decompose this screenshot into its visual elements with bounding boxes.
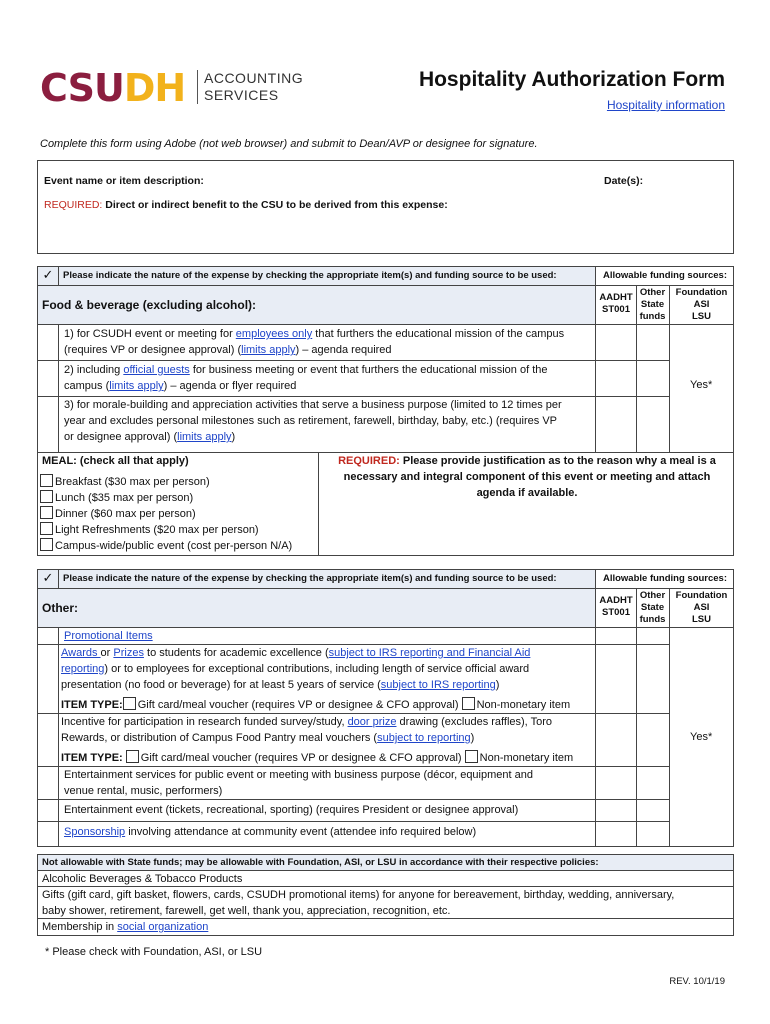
social-organization-link[interactable]: social organization [117,921,209,933]
other-title: Other: [42,601,78,615]
meal-justification-label: REQUIRED: Please provide justification as to the reason why a meal is a necessary and integral component of this event or meeting and attach agenda if available. [338,455,716,499]
hospitality-info-link[interactable]: Hospitality information [606,98,725,112]
food-beverage-title: Food & beverage (excluding alcohol): [42,298,257,312]
checkbox[interactable] [126,750,139,763]
instruction-text: Please indicate the nature of the expense by checking the appropriate item(s) and funding source to be used: [63,270,557,281]
sponsorship-item: Sponsorship involving attendance at community event (attendee info required below) [64,826,477,838]
checkbox[interactable] [462,697,475,710]
footnote: * Please check with Foundation, ASI, or LSU [45,946,263,958]
check-icon: ✓ [42,570,54,585]
subject-to-reporting-link[interactable]: subject to reporting [377,732,471,744]
incentive-item-type: ITEM TYPE: Gift card/meal voucher (requires VP or designee & CFO approval) Non-monetary item [61,752,574,764]
fund-aadht[interactable]: AADHT ST001 [599,595,633,618]
allowable-funding-label: Allowable funding sources: [602,573,728,584]
event-box [37,160,734,254]
yes-label: Yes* [690,379,713,391]
checkbox[interactable] [40,490,53,503]
form-title: Hospitality Authorization Form [418,68,725,91]
meal-option-breakfast[interactable]: Breakfast ($30 max per person) [40,474,292,490]
limits-apply-link[interactable]: limits apply [109,380,164,392]
fund-aadht[interactable]: AADHT ST001 [599,292,633,315]
irs-reporting-link[interactable]: reporting [61,663,105,675]
food-item-2: 2) including official guests for business meeting or event that furthers the educational mission of the campus (limits apply) – agenda or flyer required [64,364,548,392]
yes-label: Yes* [690,731,713,743]
food-item-3: 3) for morale-building and appreciation activities that serve a business purpose (limited to 12 times per year and excludes personal milestones such as retirement, farewell, birthday, baby, etc.) (requires VP or designee approval) (limits apply) [64,399,562,443]
meal-option-lunch[interactable]: Lunch ($35 max per person) [40,490,292,506]
logo-subtitle: ACCOUNTING SERVICES [204,70,304,103]
awards-link[interactable]: Awards [61,647,101,659]
door-prize-link[interactable]: door prize [347,716,397,728]
membership-item: Membership in social organization [42,921,209,933]
checkbox[interactable] [40,474,53,487]
fund-foundation[interactable]: Foundation ASI LSU [675,590,728,625]
checkbox[interactable] [465,750,478,763]
checkbox[interactable] [123,697,136,710]
allowable-funding-label: Allowable funding sources: [602,270,728,281]
official-guests-link[interactable]: official guests [123,364,190,376]
entertainment-event-item: Entertainment event (tickets, recreational, sporting) (requires President or designee approval) [64,804,519,816]
event-name-label: Event name or item description: [44,175,204,187]
checkbox[interactable] [40,538,53,551]
meal-option-campus-wide[interactable]: Campus-wide/public event (cost per-person N/A) [40,538,292,554]
incentive-item: Incentive for participation in research funded survey/study, door prize drawing (excludes raffles), Toro Rewards, or distribution of Campus Food Pantry meal vouchers (subject to reporting) [61,716,552,744]
food-item-1: 1) for CSUDH event or meeting for employees only that furthers the educational mission of the campus (requires VP or designee approval) (limits apply) – agenda required [64,328,565,356]
checkbox[interactable] [40,506,53,519]
revision-date: REV. 10/1/19 [669,976,725,987]
benefit-label: REQUIRED: Direct or indirect benefit to the CSU to be derived from this expense: [44,199,448,211]
limits-apply-link[interactable]: limits apply [241,344,296,356]
logo-divider [197,70,198,104]
irs-reporting-link[interactable]: subject to IRS reporting [380,679,496,691]
fund-other-state[interactable]: Other State funds [639,287,666,322]
meal-option-refreshments[interactable]: Light Refreshments ($20 max per person) [40,522,292,538]
promotional-items-link[interactable]: Promotional Items [64,630,153,642]
sponsorship-link[interactable]: Sponsorship [64,826,126,838]
meal-title: MEAL: (check all that apply) [42,455,189,467]
awards-item: Awards or Prizes to students for academic excellence (subject to IRS reporting and Financial Aid reporting) or to employees for exceptional contributions, including length of service official award presentation (no food or beverage) for at least 5 years of service (subject to IRS reporting) [61,647,531,691]
limits-apply-link[interactable]: limits apply [177,431,232,443]
intro-instructions: Complete this form using Adobe (not web browser) and submit to Dean/AVP or designee for signature. [40,138,538,150]
irs-reporting-link[interactable]: subject to IRS reporting and Financial Aid [328,647,531,659]
instruction-text: Please indicate the nature of the expense by checking the appropriate item(s) and funding source to be used: [63,573,557,584]
checkbox[interactable] [40,522,53,535]
fund-other-state[interactable]: Other State funds [639,590,666,625]
dates-label: Date(s): [604,175,644,187]
meal-options [40,474,292,554]
awards-item-type: ITEM TYPE: Gift card/meal voucher (requires VP or designee & CFO approval) Non-monetary item [61,699,571,711]
prizes-link[interactable]: Prizes [113,647,144,659]
fund-foundation[interactable]: Foundation ASI LSU [675,287,728,322]
meal-option-dinner[interactable]: Dinner ($60 max per person) [40,506,292,522]
alcohol-item: Alcoholic Beverages & Tobacco Products [42,873,243,885]
csudh-logo: CSUDH [40,66,186,110]
gifts-item: Gifts (gift card, gift basket, flowers, cards, CSUDH promotional items) for anyone for bereavement, birthday, wedding, anniversary, baby shower, retirement, farewell, get well, thank you, appreciation, recognition, etc. [42,889,675,917]
employees-only-link[interactable]: employees only [235,328,313,340]
entertainment-services-item: Entertainment services for public event or meeting with business purpose (décor, equipment and venue rental, music, performers) [64,769,533,797]
check-icon: ✓ [42,267,54,282]
not-allowable-header: Not allowable with State funds; may be allowable with Foundation, ASI, or LSU in accordance with their respective policies: [42,857,599,868]
